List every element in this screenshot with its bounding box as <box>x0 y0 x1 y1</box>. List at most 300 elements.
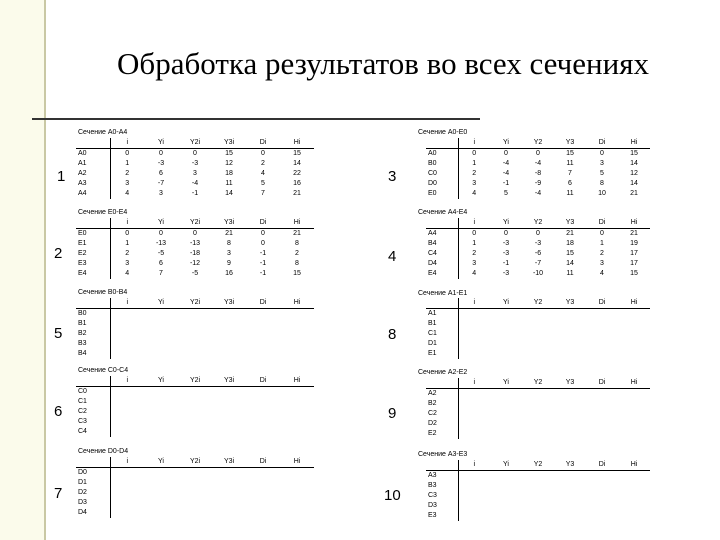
table-row <box>426 409 650 419</box>
table-cell: 3 <box>458 259 490 269</box>
table-cell <box>458 491 490 501</box>
row-label: E0 <box>428 190 437 197</box>
table-cell <box>178 427 212 437</box>
table-cell <box>178 417 212 427</box>
table-cell <box>522 429 554 439</box>
table-cell: 3 <box>600 260 604 267</box>
table-cell: 0 <box>159 230 163 237</box>
table-cell <box>554 349 586 359</box>
table-cell <box>246 397 280 407</box>
row-label: E4 <box>78 270 87 277</box>
table-cell <box>280 498 314 508</box>
table-cell <box>490 501 522 511</box>
table-cell <box>246 329 280 339</box>
table-cell <box>618 409 650 419</box>
table-cell: -12 <box>189 260 201 267</box>
table-cell <box>144 407 178 417</box>
column-header: i <box>110 138 144 149</box>
table-cell <box>212 427 246 437</box>
column-header: Hi <box>618 378 650 389</box>
table-cell <box>110 407 144 417</box>
table-cell <box>212 397 246 407</box>
table-row <box>76 269 314 279</box>
table-cell <box>458 339 490 349</box>
table-header-row <box>76 298 314 309</box>
table-cell: 0 <box>193 150 197 157</box>
table-row <box>426 471 650 482</box>
table-cell <box>458 349 490 359</box>
table-cell: 0 <box>458 149 490 160</box>
table-cell <box>246 339 280 349</box>
column-header: Y2i <box>178 218 212 229</box>
column-header: Di <box>246 298 280 309</box>
column-header: i <box>458 378 490 389</box>
row-label: C1 <box>428 330 437 337</box>
table-header-row <box>426 378 650 389</box>
table-cell: 8 <box>295 260 299 267</box>
column-header: Y2 <box>522 460 554 471</box>
row-label: D0 <box>428 180 437 187</box>
table-cell: 7 <box>568 170 572 177</box>
table-cell <box>178 319 212 329</box>
table-cell <box>280 349 314 359</box>
table-header-row <box>426 138 650 149</box>
table-row <box>426 169 650 179</box>
table-cell <box>212 468 246 479</box>
table-cell: 15 <box>566 150 574 157</box>
table-cell: 22 <box>293 170 301 177</box>
column-header: Di <box>246 457 280 468</box>
table-cell <box>280 397 314 407</box>
table-cell <box>554 409 586 419</box>
table-cell <box>212 407 246 417</box>
table-cell <box>280 329 314 339</box>
table-cell <box>522 409 554 419</box>
table-cell <box>458 419 490 429</box>
table-cell <box>554 491 586 501</box>
table-row <box>76 329 314 339</box>
table-cell: -4 <box>534 190 542 197</box>
table-cell: -1 <box>502 180 510 187</box>
column-header: Yi <box>490 378 522 389</box>
table-cell <box>110 468 144 479</box>
section-table <box>76 457 314 518</box>
column-header: Y3 <box>554 460 586 471</box>
table-cell <box>618 349 650 359</box>
table-cell <box>458 309 490 320</box>
section-table <box>76 298 314 359</box>
table-cell: 0 <box>261 240 265 247</box>
section-label: Сечение A2-E2 <box>418 369 468 376</box>
table-cell <box>280 468 314 479</box>
table-cell <box>490 429 522 439</box>
table-cell <box>554 511 586 521</box>
table-cell <box>522 491 554 501</box>
section-table <box>76 376 314 437</box>
table-row <box>426 309 650 320</box>
table-cell: -7 <box>157 180 165 187</box>
table-cell: 18 <box>225 170 233 177</box>
table-cell: 14 <box>630 160 638 167</box>
table-cell: 4 <box>110 269 144 279</box>
section-label: Сечение A3-E3 <box>418 451 468 458</box>
table-cell <box>458 471 490 482</box>
table-cell: 12 <box>225 160 233 167</box>
table-cell <box>178 349 212 359</box>
table-cell: 3 <box>110 259 144 269</box>
table-row <box>76 478 314 488</box>
table-cell: 5 <box>504 190 508 197</box>
table-row <box>76 249 314 259</box>
table-cell <box>110 417 144 427</box>
table-cell: 8 <box>227 240 231 247</box>
table-cell <box>586 339 618 349</box>
table-cell: -8 <box>534 170 542 177</box>
column-header: Yi <box>144 218 178 229</box>
table-cell <box>246 417 280 427</box>
table-cell <box>212 387 246 398</box>
table-cell <box>490 349 522 359</box>
table-cell: -9 <box>534 180 542 187</box>
table-cell: 14 <box>566 260 574 267</box>
table-cell: 12 <box>630 170 638 177</box>
table-row <box>76 387 314 398</box>
table-cell <box>618 339 650 349</box>
table-cell: 9 <box>227 260 231 267</box>
table-cell <box>212 498 246 508</box>
column-header: Hi <box>618 218 650 229</box>
table-cell <box>554 419 586 429</box>
table-row <box>76 159 314 169</box>
column-header: Y2 <box>522 138 554 149</box>
table-cell <box>554 481 586 491</box>
table-cell: -3 <box>502 270 510 277</box>
column-header: Hi <box>280 457 314 468</box>
column-header: Yi <box>144 376 178 387</box>
table-cell <box>280 488 314 498</box>
section-number: 7 <box>54 485 63 502</box>
row-label: D3 <box>428 502 437 509</box>
column-header: Y3 <box>554 138 586 149</box>
table-row <box>426 249 650 259</box>
table-cell <box>212 329 246 339</box>
section-number: 10 <box>384 487 401 504</box>
column-header: i <box>110 376 144 387</box>
table-cell <box>178 329 212 339</box>
table-cell <box>522 389 554 400</box>
table-cell: 3 <box>227 250 231 257</box>
table-cell <box>280 417 314 427</box>
table-cell: 1 <box>600 240 604 247</box>
table-cell: 11 <box>566 160 574 167</box>
row-label: B3 <box>78 340 87 347</box>
table-cell <box>246 478 280 488</box>
table-cell: 10 <box>598 190 606 197</box>
table-header-row <box>76 457 314 468</box>
table-cell: 3 <box>193 170 197 177</box>
row-label: E2 <box>428 430 437 437</box>
column-header: Y2 <box>522 218 554 229</box>
table-row <box>76 309 314 320</box>
column-header: Hi <box>618 138 650 149</box>
table-cell: 21 <box>293 190 301 197</box>
table-cell <box>246 498 280 508</box>
row-label: C0 <box>78 388 87 395</box>
section-label: Сечение E0-E4 <box>78 209 128 216</box>
table-cell: -3 <box>502 240 510 247</box>
row-label: C0 <box>428 170 437 177</box>
table-cell <box>110 427 144 437</box>
table-cell: -1 <box>259 250 267 257</box>
row-label: A2 <box>78 170 87 177</box>
table-cell <box>280 319 314 329</box>
table-cell <box>246 387 280 398</box>
row-label: B3 <box>428 482 437 489</box>
table-cell: -3 <box>191 160 199 167</box>
table-cell: 14 <box>225 190 233 197</box>
table-row <box>426 239 650 249</box>
row-label: E2 <box>78 250 87 257</box>
table-row <box>426 329 650 339</box>
table-cell: 0 <box>110 149 144 160</box>
row-label: E3 <box>428 512 437 519</box>
table-cell <box>522 419 554 429</box>
row-label: A3 <box>78 180 87 187</box>
table-cell: 0 <box>504 150 508 157</box>
table-cell <box>246 407 280 417</box>
table-cell: -5 <box>191 270 199 277</box>
section-table <box>76 138 314 199</box>
table-row <box>426 149 650 160</box>
table-row <box>426 491 650 501</box>
column-header: i <box>458 218 490 229</box>
table-cell: 21 <box>630 230 638 237</box>
table-cell <box>212 309 246 320</box>
column-header: Y2 <box>522 378 554 389</box>
section-table <box>426 378 650 439</box>
table-cell: -1 <box>191 190 199 197</box>
table-cell: 2 <box>261 160 265 167</box>
table-cell: 11 <box>225 180 233 187</box>
table-cell <box>458 329 490 339</box>
row-label: C4 <box>428 250 437 257</box>
table-row <box>76 508 314 518</box>
table-cell <box>618 481 650 491</box>
section-label: Сечение A4-E4 <box>418 209 468 216</box>
table-cell <box>178 309 212 320</box>
table-cell <box>618 471 650 482</box>
table-row <box>76 349 314 359</box>
column-header: Hi <box>618 460 650 471</box>
column-header: Di <box>586 460 618 471</box>
table-cell <box>246 468 280 479</box>
table-header-row <box>76 376 314 387</box>
row-label: D1 <box>78 479 87 486</box>
table-cell <box>586 511 618 521</box>
section-label: Сечение A0-A4 <box>78 129 128 136</box>
column-header: Y3i <box>212 138 246 149</box>
table-cell: 2 <box>600 250 604 257</box>
row-label: A0 <box>428 150 437 157</box>
table-cell <box>110 508 144 518</box>
table-cell <box>458 429 490 439</box>
table-cell: 6 <box>159 260 163 267</box>
table-row <box>426 511 650 521</box>
row-label: E1 <box>78 240 87 247</box>
table-cell <box>490 491 522 501</box>
table-cell <box>144 417 178 427</box>
table-cell: 3 <box>159 190 163 197</box>
row-label: A3 <box>428 472 437 479</box>
table-cell: 0 <box>600 230 604 237</box>
table-row <box>76 417 314 427</box>
section-label: Сечение C0-C4 <box>78 367 129 374</box>
row-label: D0 <box>78 469 87 476</box>
table-header-row <box>76 138 314 149</box>
table-cell <box>554 399 586 409</box>
table-cell: 15 <box>293 150 301 157</box>
column-header: Yi <box>490 218 522 229</box>
row-label: D4 <box>428 260 437 267</box>
table-row <box>76 189 314 199</box>
table-cell <box>110 478 144 488</box>
table-cell <box>246 349 280 359</box>
table-cell <box>522 349 554 359</box>
table-cell <box>554 339 586 349</box>
table-cell <box>522 309 554 320</box>
table-cell <box>586 419 618 429</box>
column-header: Hi <box>280 138 314 149</box>
column-header: Hi <box>280 376 314 387</box>
table-cell: 4 <box>110 189 144 199</box>
table-cell <box>280 309 314 320</box>
column-header: Di <box>246 218 280 229</box>
table-cell: 0 <box>261 150 265 157</box>
table-cell <box>246 309 280 320</box>
column-header: Hi <box>280 218 314 229</box>
section-number: 3 <box>388 168 397 185</box>
left-decor-bar <box>0 0 44 540</box>
table-cell <box>110 329 144 339</box>
table-cell <box>586 349 618 359</box>
column-header: Y3i <box>212 298 246 309</box>
table-cell <box>490 319 522 329</box>
table-cell <box>246 488 280 498</box>
table-cell: -4 <box>502 170 510 177</box>
section-table <box>426 460 650 521</box>
table-cell: 11 <box>566 270 574 277</box>
row-label: D1 <box>428 340 437 347</box>
row-label: D2 <box>78 489 87 496</box>
row-label: E4 <box>428 270 437 277</box>
section-table <box>426 138 650 199</box>
table-row <box>76 427 314 437</box>
table-header-row <box>76 218 314 229</box>
table-cell: -18 <box>189 250 201 257</box>
table-cell: 21 <box>566 230 574 237</box>
table-cell <box>178 508 212 518</box>
table-cell <box>586 399 618 409</box>
table-cell: 15 <box>630 150 638 157</box>
table-cell: 17 <box>630 250 638 257</box>
table-cell: -7 <box>534 260 542 267</box>
table-cell: 4 <box>458 189 490 199</box>
table-row <box>426 159 650 169</box>
table-cell <box>144 387 178 398</box>
table-cell <box>490 511 522 521</box>
header-blank-cell <box>76 298 110 309</box>
table-cell: -4 <box>191 180 199 187</box>
table-cell <box>522 481 554 491</box>
table-cell <box>554 319 586 329</box>
table-cell: -3 <box>534 240 542 247</box>
table-row <box>76 149 314 160</box>
table-cell <box>144 508 178 518</box>
table-cell <box>522 339 554 349</box>
row-label: B2 <box>78 330 87 337</box>
table-cell: 15 <box>225 150 233 157</box>
table-cell: 3 <box>110 179 144 189</box>
table-cell <box>144 349 178 359</box>
column-header: i <box>110 218 144 229</box>
table-cell <box>586 329 618 339</box>
table-cell <box>522 319 554 329</box>
table-row <box>426 229 650 240</box>
table-cell: 0 <box>261 230 265 237</box>
row-label: A1 <box>428 310 437 317</box>
table-cell <box>618 319 650 329</box>
column-header: Yi <box>490 138 522 149</box>
table-cell <box>178 387 212 398</box>
table-cell <box>586 429 618 439</box>
table-cell: 4 <box>458 269 490 279</box>
table-cell <box>144 397 178 407</box>
table-row <box>76 397 314 407</box>
row-label: A4 <box>428 230 437 237</box>
table-cell: 7 <box>159 270 163 277</box>
table-cell <box>212 339 246 349</box>
table-row <box>426 429 650 439</box>
table-cell <box>212 319 246 329</box>
row-label: E1 <box>428 350 437 357</box>
table-cell <box>178 468 212 479</box>
table-cell <box>522 511 554 521</box>
row-label: C1 <box>78 398 87 405</box>
row-label: C2 <box>428 410 437 417</box>
section-number: 6 <box>54 403 63 420</box>
row-label: B4 <box>78 350 87 357</box>
table-cell <box>110 498 144 508</box>
table-cell <box>178 488 212 498</box>
table-cell <box>618 511 650 521</box>
table-row <box>426 189 650 199</box>
row-label: B0 <box>428 160 437 167</box>
table-cell <box>212 508 246 518</box>
table-cell: 0 <box>536 150 540 157</box>
table-cell: -1 <box>502 260 510 267</box>
table-cell <box>586 389 618 400</box>
table-cell: 4 <box>600 270 604 277</box>
table-cell <box>554 329 586 339</box>
section-number: 5 <box>54 325 63 342</box>
row-label: E0 <box>78 230 87 237</box>
column-header: Di <box>586 378 618 389</box>
column-header: Y3 <box>554 218 586 229</box>
column-header: Y3 <box>554 298 586 309</box>
table-cell <box>144 488 178 498</box>
column-header: Yi <box>490 298 522 309</box>
table-row <box>426 319 650 329</box>
